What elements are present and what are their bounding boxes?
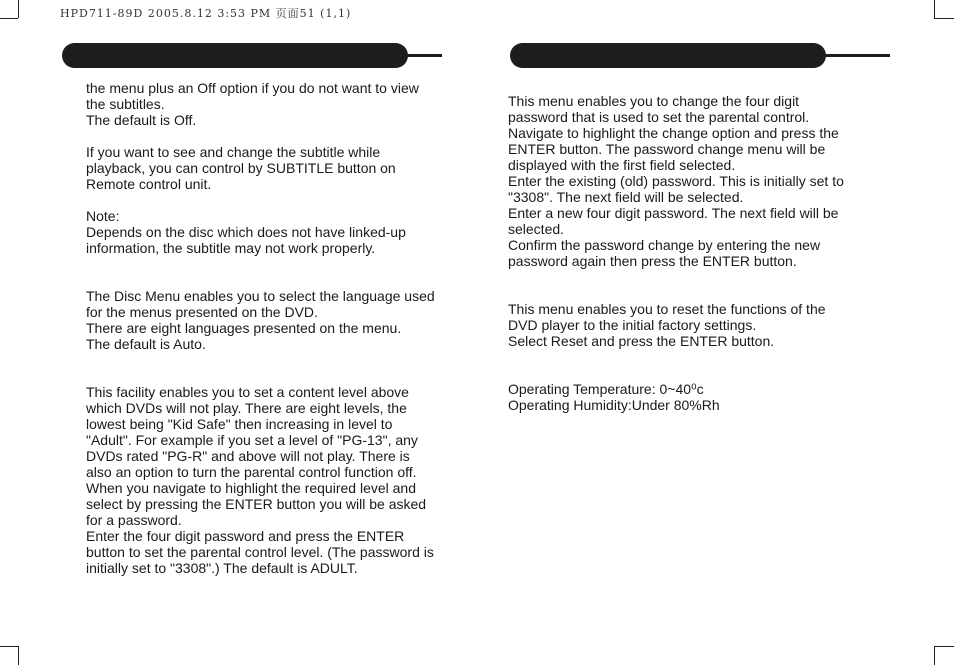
text-line: DVDs rated "PG-R" and above will not play. There is [86,448,410,464]
text-line: This facility enables you to set a content level above [86,384,409,400]
text-line: information, the subtitle may not work properly. [86,240,376,256]
text-line: ENTER button. The password change menu will be [508,141,826,157]
subtitle-note [86,208,476,256]
crop-mark-bottom-left-h [0,646,18,647]
left-section-header-rule [406,54,442,57]
crop-mark-top-right-v [934,0,935,18]
password-description [508,93,888,269]
right-section-header-bar [510,43,826,68]
text-line: playback, you can control by SUBTITLE button on [86,160,396,176]
text-line: The default is Auto. [86,336,206,352]
text-line: initially set to "3308".) The default is ADULT. [86,560,358,576]
text-line: the subtitles. [86,96,165,112]
text-line: Enter the four digit password and press the ENTER [86,528,405,544]
text-line: When you navigate to highlight the required level and [86,480,416,496]
text-line: Enter the existing (old) password. This is initially set to [508,173,844,189]
operating-humidity: Operating Humidity:Under 80%Rh [508,397,720,413]
text-line: Confirm the password change by entering the new [508,237,821,253]
text-line: "Adult". For example if you set a level of "PG-13", any [86,432,418,448]
text-line: selected. [508,221,565,237]
text-line: Depends on the disc which does not have linked-up [86,224,406,240]
reset-description [508,301,888,349]
right-column [508,93,888,413]
crop-mark-bottom-right-v [934,646,935,665]
text-line: If you want to see and change the subtitle while [86,144,381,160]
text-line: lowest being "Kid Safe" then increasing in level to [86,416,393,432]
text-line: password again then press the ENTER button. [508,253,797,269]
text-line: also an option to turn the parental control function off. [86,464,417,480]
crop-mark-top-left-v [18,0,19,18]
text-line: Navigate to highlight the change option and press the [508,125,839,141]
subtitle-remote-hint [86,144,476,192]
operating-temperature: Operating Temperature: 0~40⁰c [508,381,704,397]
text-line: There are eight languages presented on the menu. [86,320,402,336]
text-line: which DVDs will not play. There are eight levels, the [86,400,407,416]
crop-mark-top-right-h [934,18,954,19]
text-line: the menu plus an Off option if you do not want to view [86,80,419,96]
operating-specs [508,381,888,413]
text-line: "3308". The next field will be selected. [508,189,744,205]
text-line: This menu enables you to change the four digit [508,93,800,109]
text-line: for a password. [86,512,182,528]
text-line: The Disc Menu enables you to select the language used [86,288,435,304]
text-line: Remote control unit. [86,176,212,192]
note-label: Note: [86,208,120,224]
right-section-header-rule [824,54,890,57]
text-line: The default is Off. [86,112,197,128]
text-line: Select Reset and press the ENTER button. [508,333,775,349]
text-line: button to set the parental control level. (The password is [86,544,434,560]
disc-menu-description [86,288,476,352]
subtitle-description [86,80,476,128]
text-line: password that is used to set the parental control. [508,109,810,125]
text-line: This menu enables you to reset the functions of the [508,301,826,317]
left-column [86,80,476,576]
text-line: for the menus presented on the DVD. [86,304,318,320]
crop-mark-top-left-h [0,18,18,19]
crop-mark-bottom-right-h [934,646,954,647]
print-header-stamp: HPD711-89D 2005.8.12 3:53 PM 页面51 (1,1) [60,7,352,20]
crop-mark-bottom-left-v [18,646,19,665]
text-line: Enter a new four digit password. The next field will be [508,205,839,221]
parental-control-description [86,384,476,576]
text-line: displayed with the first field selected. [508,157,736,173]
left-section-header-bar [62,43,408,68]
text-line: DVD player to the initial factory settings. [508,317,757,333]
text-line: select by pressing the ENTER button you will be asked [86,496,427,512]
